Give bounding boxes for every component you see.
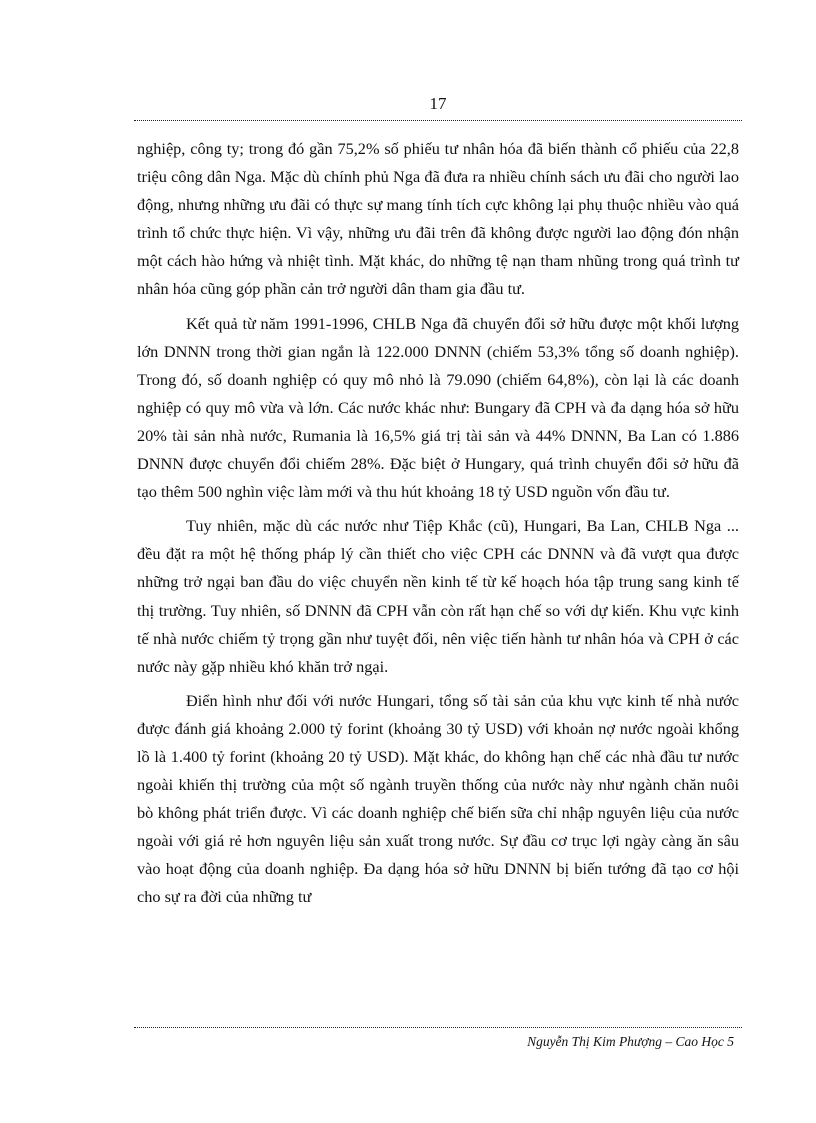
page-number: 17 — [429, 94, 447, 113]
paragraph-limitations: Tuy nhiên, mặc dù các nước như Tiệp Khắc (cũ), Hungari, Ba Lan, CHLB Nga ... đều đặt ra một hệ thống pháp lý cần thiết cho việc CPH các DNNN và đã vượt qua được những trở ngại ban đầu do việc chuyển nền kinh tế từ kế hoạch hóa tập trung sang kinh tế thị trường. Tuy nhiên, số DNNN đã CPH vẫn còn rất hạn chế so với dự kiến. Khu vực kinh tế nhà nước chiếm tỷ trọng gần như tuyệt đối, nên việc tiến hành tư nhân hóa và CPH ở các nước này gặp nhiều khó khăn trở ngại. — [137, 516, 739, 676]
paragraph-results: Kết quả từ năm 1991-1996, CHLB Nga đã chuyển đổi sở hữu được một khối lượng lớn DNNN trong thời gian ngắn là 122.000 DNNN (chiếm 53,3% tổng số doanh nghiệp). Trong đó, số doanh nghiệp có quy mô nhỏ là 79.090 (chiếm 64,8%), còn lại là các doanh nghiệp có quy mô vừa và lớn. Các nước khác như: Bungary đã CPH và đa dạng hóa sở hữu 20% tài sản nhà nước, Rumania là 16,5% giá trị tài sản và 44% DNNN, Ba Lan có 1.886 DNNN được chuyển đổi chiếm 28%. Đặc biệt ở Hungary, quá trình chuyển đổi sở hữu đã tạo thêm 500 nghìn việc làm mới và thu hút khoảng 18 tỷ USD nguồn vốn đầu tư. — [137, 313, 739, 502]
footer-author: Nguyễn Thị Kim Phượng – Cao Học 5 — [527, 1034, 734, 1049]
footer-divider — [134, 1027, 742, 1028]
paragraph-continuation: nghiệp, công ty; trong đó gần 75,2% số phiếu tư nhân hóa đã biến thành cổ phiếu của 22,8 triệu công dân Nga. Mặc dù chính phủ Nga đã đưa ra nhiều chính sách ưu đãi cho người lao động, nhưng những ưu đãi có thực sự mang tính tích cực không lại phụ thuộc nhiều vào quá trình tổ chức thực hiện. Vì vậy, những ưu đãi trên đã không được người lao động đón nhận một cách hào hứng và nhiệt tình. Mặt khác, do những tệ nạn tham nhũng trong quá trình tư nhân hóa cũng góp phần cản trở người dân tham gia đầu tư. — [137, 139, 739, 299]
paragraph-hungary-example: Điển hình như đối với nước Hungari, tổng số tài sản của khu vực kinh tế nhà nước được đánh giá khoảng 2.000 tỷ forint (khoảng 30 tỷ USD) với khoản nợ nước ngoài khổng lồ là 1.400 tỷ forint (khoảng 20 tỷ USD). Mặt khác, do không hạn chế các nhà đầu tư nước ngoài khiến thị trường của một số ngành truyền thống của nước này như ngành chăn nuôi bò không phát triển được. Vì các doanh nghiệp chế biến sữa chỉ nhập nguyên liệu của nước ngoài với giá rẻ hơn nguyên liệu sản xuất trong nước. Sự đầu cơ trục lợi ngày càng ăn sâu vào hoạt động của doanh nghiệp. Đa dạng hóa sở hữu DNNN bị biến tướng đã tạo cơ hội cho sự ra đời của những tư — [137, 690, 739, 907]
header-divider — [134, 120, 742, 121]
document-body — [137, 135, 739, 918]
